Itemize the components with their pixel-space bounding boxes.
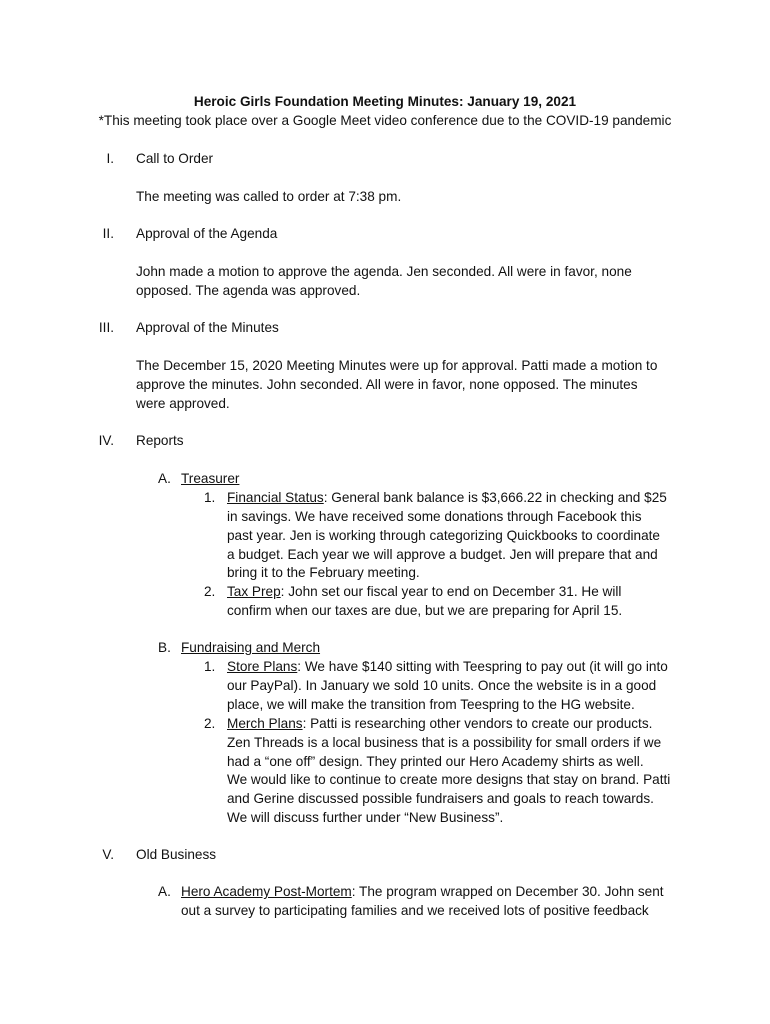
section-heading: Approval of the Minutes	[136, 320, 279, 335]
section-heading: Reports	[136, 433, 184, 448]
list-item	[227, 657, 668, 676]
item-number: 2.	[204, 716, 216, 731]
item-text: our PayPal). In January we sold 10 units. Once the website is in a good	[227, 678, 657, 693]
item-text: confirm when our taxes are due, but we are preparing for April 15.	[227, 603, 623, 618]
item-number: 2.	[204, 584, 216, 599]
section-numeral: III.	[98, 320, 114, 335]
paragraph-line: John made a motion to approve the agenda. Jen seconded. All were in favor, none	[136, 264, 632, 279]
section-heading: Approval of the Agenda	[136, 226, 278, 241]
item-label: Tax Prep	[227, 584, 281, 599]
document-title: Heroic Girls Foundation Meeting Minutes: January 19, 2021	[193, 94, 577, 109]
paragraph-line: approve the minutes. John seconded. All were in favor, none opposed. The minutes	[136, 377, 638, 392]
item-number: 1.	[204, 490, 216, 505]
list-item	[227, 582, 621, 601]
list-item	[181, 882, 664, 901]
paragraph-line: were approved.	[136, 396, 230, 411]
item-label: Store Plans	[227, 659, 298, 674]
paragraph-line: The December 15, 2020 Meeting Minutes were up for approval. Patti made a motion to	[136, 358, 658, 373]
subsection-letter: A.	[158, 471, 171, 486]
item-number: 1.	[204, 659, 216, 674]
section-numeral: II.	[102, 226, 114, 241]
item-text: : John set our fiscal year to end on December 31. He will	[280, 584, 622, 599]
subsection-title: Treasurer	[181, 471, 240, 486]
item-text: place, we will make the transition from Teespring to the HG website.	[227, 697, 635, 712]
subsection-letter: A.	[158, 884, 171, 899]
item-text: : We have $140 sitting with Teespring to pay out (it will go into	[297, 659, 668, 674]
section-numeral: I.	[106, 151, 114, 166]
paragraph-line: opposed. The agenda was approved.	[136, 283, 361, 298]
paragraph-line: The meeting was called to order at 7:38 pm.	[136, 189, 402, 204]
item-text: We will discuss further under “New Business”.	[227, 810, 504, 825]
item-label: Hero Academy Post-Mortem	[181, 884, 352, 899]
section-numeral: V.	[102, 847, 114, 862]
document-subtitle: *This meeting took place over a Google Meet video conference due to the COVID-19 pandemic	[98, 113, 672, 128]
section-numeral: IV.	[98, 433, 114, 448]
item-label: Merch Plans	[227, 716, 303, 731]
section-heading: Old Business	[136, 847, 217, 862]
subsection-letter: B.	[158, 640, 171, 655]
item-text: had a “one off” design. They printed our Hero Academy shirts as well.	[227, 754, 644, 769]
item-label: Financial Status	[227, 490, 324, 505]
item-text: a budget. Each year we will approve a budget. Jen will prepare that and	[227, 547, 658, 562]
item-text: : General bank balance is $3,666.22 in checking and $25	[323, 490, 667, 505]
section-heading: Call to Order	[136, 151, 214, 166]
item-text: bring it to the February meeting.	[227, 565, 420, 580]
list-item	[227, 488, 667, 507]
item-text: : The program wrapped on December 30. John sent	[351, 884, 664, 899]
item-text: : Patti is researching other vendors to create our products.	[302, 716, 653, 731]
item-text: and Gerine discussed possible fundraisers and goals to reach towards.	[227, 791, 654, 806]
item-text: in savings. We have received some donations through Facebook this	[227, 509, 642, 524]
item-text: We would like to continue to create more designs that stay on brand. Patti	[227, 772, 671, 787]
item-text: Zen Threads is a local business that is a possibility for small orders if we	[227, 735, 662, 750]
subsection-title: Fundraising and Merch	[181, 640, 321, 655]
item-text: out a survey to participating families and we received lots of positive feedback	[181, 903, 649, 918]
item-text: past year. Jen is working through categorizing Quickbooks to coordinate	[227, 528, 660, 543]
list-item	[227, 714, 652, 733]
